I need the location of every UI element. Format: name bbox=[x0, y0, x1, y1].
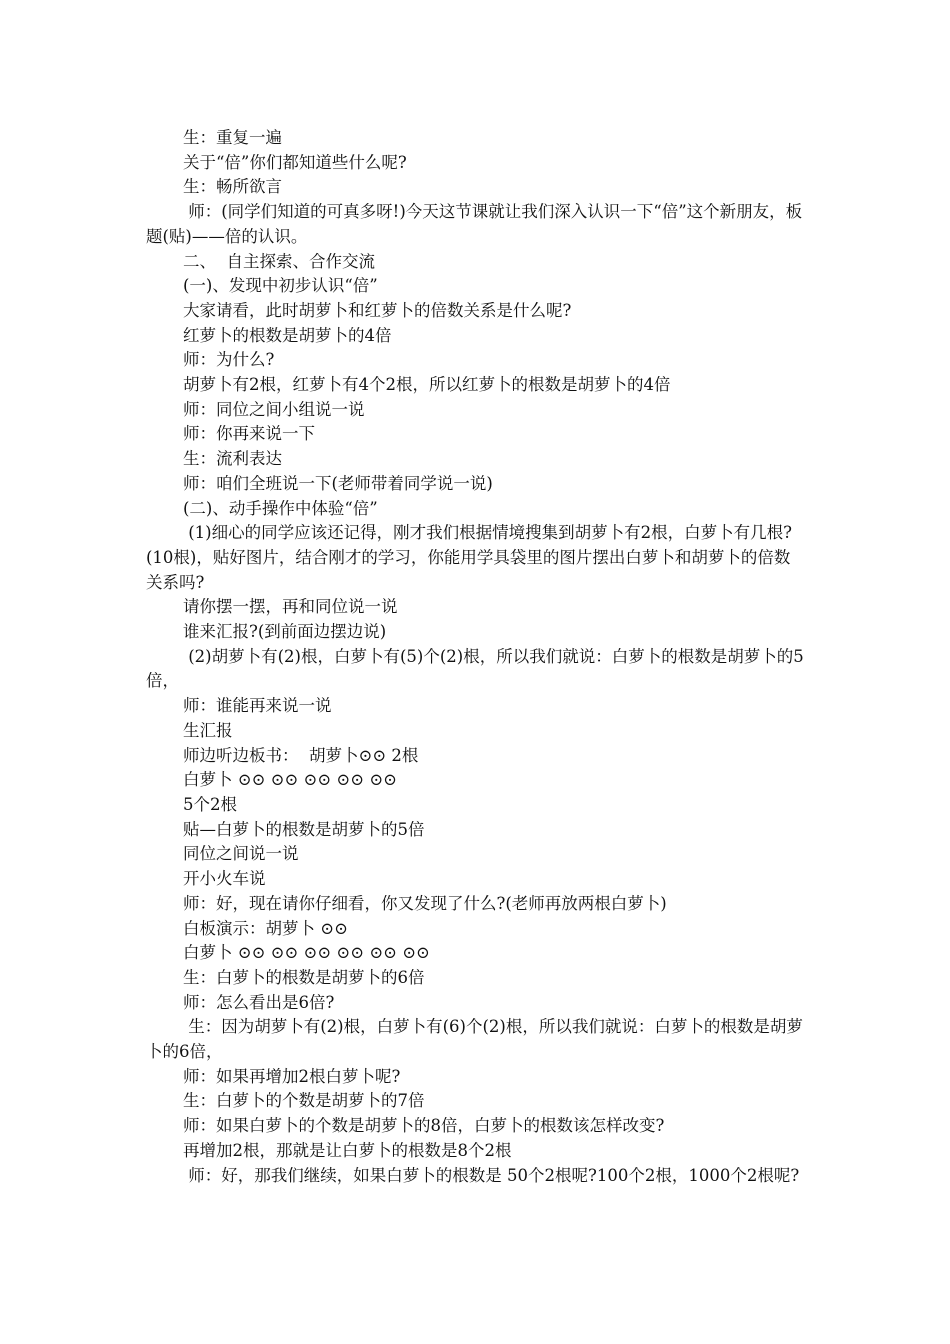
paragraph: 师：同位之间小组说一说 bbox=[183, 399, 365, 419]
paragraph: 师：好，现在请你仔细看，你又发现了什么?(老师再放两根白萝卜) bbox=[183, 893, 667, 913]
paragraph: 生：白萝卜的根数是胡萝卜的6倍 bbox=[183, 967, 425, 987]
subsection-heading: (二)、动手操作中体验“倍” bbox=[183, 498, 378, 518]
paragraph: 白萝卜 ⊙⊙ ⊙⊙ ⊙⊙ ⊙⊙ ⊙⊙ ⊙⊙ bbox=[183, 943, 430, 963]
paragraph: (1)细心的同学应该还记得，刚才我们根据情境搜集到胡萝卜有2根，白萝卜有几根?(10根)，贴好图片，结合刚才的学习，你能用学具袋里的图片摆出白萝卜和胡萝卜的倍数关系吗? bbox=[146, 523, 792, 592]
paragraph: 请你摆一摆，再和同位说一说 bbox=[183, 597, 398, 617]
paragraph: 师：(同学们知道的可真多呀!)今天这节课就让我们深入认识一下“倍”这个新朋友，板题(贴)——倍的认识。 bbox=[146, 202, 803, 246]
paragraph: 生：因为胡萝卜有(2)根，白萝卜有(6)个(2)根，所以我们就说：白萝卜的根数是胡萝卜的6倍， bbox=[146, 1017, 803, 1062]
paragraph: 师边听边板书： 胡萝卜⊙⊙ 2根 bbox=[183, 745, 419, 765]
paragraph: 谁来汇报?(到前面边摆边说) bbox=[183, 622, 387, 642]
paragraph: (2)胡萝卜有(2)根，白萝卜有(5)个(2)根，所以我们就说：白萝卜的根数是胡萝卜的5倍， bbox=[146, 646, 804, 691]
section-heading: 二、 自主探索、合作交流 bbox=[183, 251, 375, 271]
paragraph: 大家请看，此时胡萝卜和红萝卜的倍数关系是什么呢? bbox=[183, 300, 572, 320]
paragraph: 师：如果白萝卜的个数是胡萝卜的8倍，白萝卜的根数该怎样改变? bbox=[183, 1116, 665, 1136]
paragraph: 师：为什么? bbox=[183, 350, 275, 370]
paragraph: 生：流利表达 bbox=[183, 449, 282, 469]
paragraph: 胡萝卜有2根，红萝卜有4个2根，所以红萝卜的根数是胡萝卜的4倍 bbox=[183, 375, 671, 395]
paragraph: 师：好，那我们继续，如果白萝卜的根数是 50个2根呢?100个2根，1000个2根呢? bbox=[183, 1165, 800, 1185]
paragraph: 师：你再来说一下 bbox=[183, 424, 315, 444]
paragraph: 白萝卜 ⊙⊙ ⊙⊙ ⊙⊙ ⊙⊙ ⊙⊙ bbox=[183, 770, 397, 790]
paragraph: 师：怎么看出是6倍? bbox=[183, 992, 335, 1012]
paragraph: 5个2根 bbox=[183, 794, 237, 814]
paragraph: 师：如果再增加2根白萝卜呢? bbox=[183, 1066, 401, 1086]
paragraph: 贴—白萝卜的根数是胡萝卜的5倍 bbox=[183, 819, 425, 839]
paragraph: 同位之间说一说 bbox=[183, 844, 299, 864]
paragraph: 生：重复一遍 bbox=[183, 128, 282, 147]
paragraph: 再增加2根，那就是让白萝卜的根数是8个2根 bbox=[183, 1140, 512, 1160]
paragraph: 红萝卜的根数是胡萝卜的4倍 bbox=[183, 325, 392, 345]
subsection-heading: (一)、发现中初步认识“倍” bbox=[183, 276, 378, 296]
paragraph: 开小火车说 bbox=[183, 869, 266, 889]
paragraph: 关于“倍”你们都知道些什么呢? bbox=[183, 152, 407, 172]
paragraph: 师：咱们全班说一下(老师带着同学说一说) bbox=[183, 473, 493, 493]
document-body bbox=[146, 126, 806, 1188]
paragraph: 师：谁能再来说一说 bbox=[183, 696, 332, 716]
paragraph: 白板演示：胡萝卜 ⊙⊙ bbox=[183, 918, 348, 938]
paragraph: 生：白萝卜的个数是胡萝卜的7倍 bbox=[183, 1091, 425, 1111]
paragraph: 生：畅所欲言 bbox=[183, 177, 282, 197]
paragraph: 生汇报 bbox=[183, 720, 233, 740]
